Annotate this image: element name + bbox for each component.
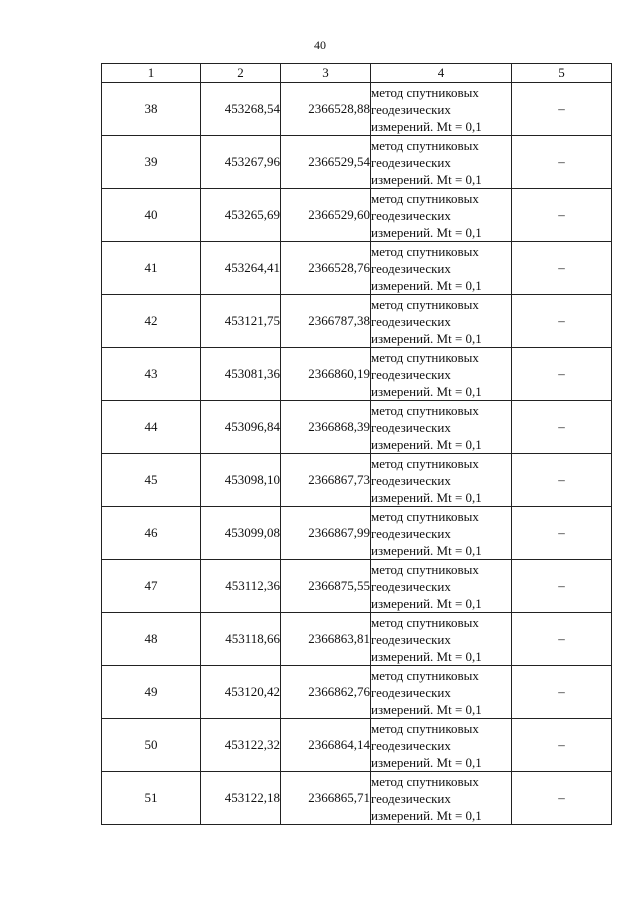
point-number-cell: 42 xyxy=(102,295,201,348)
method-line: метод спутниковых xyxy=(371,296,479,312)
point-number-cell: 41 xyxy=(102,242,201,295)
y-coordinate-cell: 2366860,19 xyxy=(281,348,371,401)
method-line: метод спутниковых xyxy=(371,561,479,577)
method-cell xyxy=(371,666,512,719)
note-cell: – xyxy=(512,613,612,666)
method-line: геодезических xyxy=(371,313,451,329)
method-cell xyxy=(371,454,512,507)
method-line: измерений. Mt = 0,1 xyxy=(371,277,482,293)
note-cell: – xyxy=(512,454,612,507)
method-line: геодезических xyxy=(371,631,451,647)
method-line: метод спутниковых xyxy=(371,614,479,630)
method-line: метод спутниковых xyxy=(371,349,479,365)
table-row xyxy=(102,613,612,666)
method-cell xyxy=(371,719,512,772)
method-line: геодезических xyxy=(371,737,451,753)
table-row xyxy=(102,666,612,719)
header-row xyxy=(102,64,612,83)
method-line: геодезических xyxy=(371,525,451,541)
method-line: метод спутниковых xyxy=(371,720,479,736)
header-col-5: 5 xyxy=(512,64,612,83)
note-cell: – xyxy=(512,507,612,560)
table-body xyxy=(102,83,612,825)
method-cell xyxy=(371,83,512,136)
method-line: измерений. Mt = 0,1 xyxy=(371,595,482,611)
y-coordinate-cell: 2366867,73 xyxy=(281,454,371,507)
table-row xyxy=(102,348,612,401)
method-line: метод спутниковых xyxy=(371,667,479,683)
method-line: измерений. Mt = 0,1 xyxy=(371,330,482,346)
table-row xyxy=(102,719,612,772)
method-line: метод спутниковых xyxy=(371,455,479,471)
method-line: метод спутниковых xyxy=(371,137,479,153)
method-line: метод спутниковых xyxy=(371,508,479,524)
x-coordinate-cell: 453267,96 xyxy=(201,136,281,189)
header-col-1: 1 xyxy=(102,64,201,83)
method-line: измерений. Mt = 0,1 xyxy=(371,489,482,505)
y-coordinate-cell: 2366875,55 xyxy=(281,560,371,613)
y-coordinate-cell: 2366864,14 xyxy=(281,719,371,772)
note-cell: – xyxy=(512,401,612,454)
table-row xyxy=(102,454,612,507)
method-line: измерений. Mt = 0,1 xyxy=(371,807,482,823)
x-coordinate-cell: 453265,69 xyxy=(201,189,281,242)
table-row xyxy=(102,772,612,825)
method-line: измерений. Mt = 0,1 xyxy=(371,436,482,452)
note-cell: – xyxy=(512,242,612,295)
table-row xyxy=(102,401,612,454)
note-cell: – xyxy=(512,136,612,189)
y-coordinate-cell: 2366528,88 xyxy=(281,83,371,136)
point-number-cell: 48 xyxy=(102,613,201,666)
y-coordinate-cell: 2366868,39 xyxy=(281,401,371,454)
method-line: геодезических xyxy=(371,578,451,594)
method-line: геодезических xyxy=(371,366,451,382)
y-coordinate-cell: 2366529,54 xyxy=(281,136,371,189)
method-line: геодезических xyxy=(371,684,451,700)
page-number: 40 xyxy=(314,38,326,52)
table-row xyxy=(102,507,612,560)
y-coordinate-cell: 2366787,38 xyxy=(281,295,371,348)
coordinates-table xyxy=(101,63,612,825)
point-number-cell: 50 xyxy=(102,719,201,772)
note-cell: – xyxy=(512,348,612,401)
method-line: метод спутниковых xyxy=(371,402,479,418)
y-coordinate-cell: 2366529,60 xyxy=(281,189,371,242)
point-number-cell: 38 xyxy=(102,83,201,136)
method-line: геодезических xyxy=(371,419,451,435)
method-line: измерений. Mt = 0,1 xyxy=(371,542,482,558)
note-cell: – xyxy=(512,189,612,242)
table-row xyxy=(102,83,612,136)
header-col-4: 4 xyxy=(371,64,512,83)
note-cell: – xyxy=(512,666,612,719)
x-coordinate-cell: 453099,08 xyxy=(201,507,281,560)
method-line: метод спутниковых xyxy=(371,243,479,259)
table-row xyxy=(102,560,612,613)
x-coordinate-cell: 453081,36 xyxy=(201,348,281,401)
y-coordinate-cell: 2366865,71 xyxy=(281,772,371,825)
x-coordinate-cell: 453112,36 xyxy=(201,560,281,613)
x-coordinate-cell: 453122,32 xyxy=(201,719,281,772)
table-header xyxy=(102,64,612,83)
method-cell xyxy=(371,136,512,189)
method-line: геодезических xyxy=(371,154,451,170)
method-line: геодезических xyxy=(371,790,451,806)
point-number-cell: 44 xyxy=(102,401,201,454)
method-cell xyxy=(371,242,512,295)
point-number-cell: 47 xyxy=(102,560,201,613)
method-line: геодезических xyxy=(371,101,451,117)
header-col-3: 3 xyxy=(281,64,371,83)
method-line: измерений. Mt = 0,1 xyxy=(371,754,482,770)
y-coordinate-cell: 2366528,76 xyxy=(281,242,371,295)
y-coordinate-cell: 2366867,99 xyxy=(281,507,371,560)
method-cell xyxy=(371,507,512,560)
method-line: метод спутниковых xyxy=(371,190,479,206)
method-cell xyxy=(371,189,512,242)
point-number-cell: 46 xyxy=(102,507,201,560)
x-coordinate-cell: 453098,10 xyxy=(201,454,281,507)
method-line: измерений. Mt = 0,1 xyxy=(371,171,482,187)
point-number-cell: 39 xyxy=(102,136,201,189)
note-cell: – xyxy=(512,560,612,613)
note-cell: – xyxy=(512,719,612,772)
method-line: измерений. Mt = 0,1 xyxy=(371,383,482,399)
x-coordinate-cell: 453264,41 xyxy=(201,242,281,295)
point-number-cell: 43 xyxy=(102,348,201,401)
method-cell xyxy=(371,348,512,401)
method-line: измерений. Mt = 0,1 xyxy=(371,648,482,664)
y-coordinate-cell: 2366862,76 xyxy=(281,666,371,719)
method-line: метод спутниковых xyxy=(371,84,479,100)
method-line: измерений. Mt = 0,1 xyxy=(371,701,482,717)
note-cell: – xyxy=(512,83,612,136)
method-line: геодезических xyxy=(371,260,451,276)
table-row xyxy=(102,136,612,189)
x-coordinate-cell: 453122,18 xyxy=(201,772,281,825)
header-col-2: 2 xyxy=(201,64,281,83)
method-line: геодезических xyxy=(371,207,451,223)
method-cell xyxy=(371,401,512,454)
x-coordinate-cell: 453096,84 xyxy=(201,401,281,454)
x-coordinate-cell: 453268,54 xyxy=(201,83,281,136)
x-coordinate-cell: 453121,75 xyxy=(201,295,281,348)
note-cell: – xyxy=(512,295,612,348)
method-line: измерений. Mt = 0,1 xyxy=(371,224,482,240)
method-line: измерений. Mt = 0,1 xyxy=(371,118,482,134)
note-cell: – xyxy=(512,772,612,825)
method-cell xyxy=(371,613,512,666)
method-line: метод спутниковых xyxy=(371,773,479,789)
x-coordinate-cell: 453120,42 xyxy=(201,666,281,719)
x-coordinate-cell: 453118,66 xyxy=(201,613,281,666)
point-number-cell: 51 xyxy=(102,772,201,825)
method-line: геодезических xyxy=(371,472,451,488)
table-row xyxy=(102,189,612,242)
point-number-cell: 40 xyxy=(102,189,201,242)
table-row xyxy=(102,295,612,348)
table-row xyxy=(102,242,612,295)
point-number-cell: 49 xyxy=(102,666,201,719)
y-coordinate-cell: 2366863,81 xyxy=(281,613,371,666)
method-cell xyxy=(371,560,512,613)
point-number-cell: 45 xyxy=(102,454,201,507)
method-cell xyxy=(371,295,512,348)
method-cell xyxy=(371,772,512,825)
